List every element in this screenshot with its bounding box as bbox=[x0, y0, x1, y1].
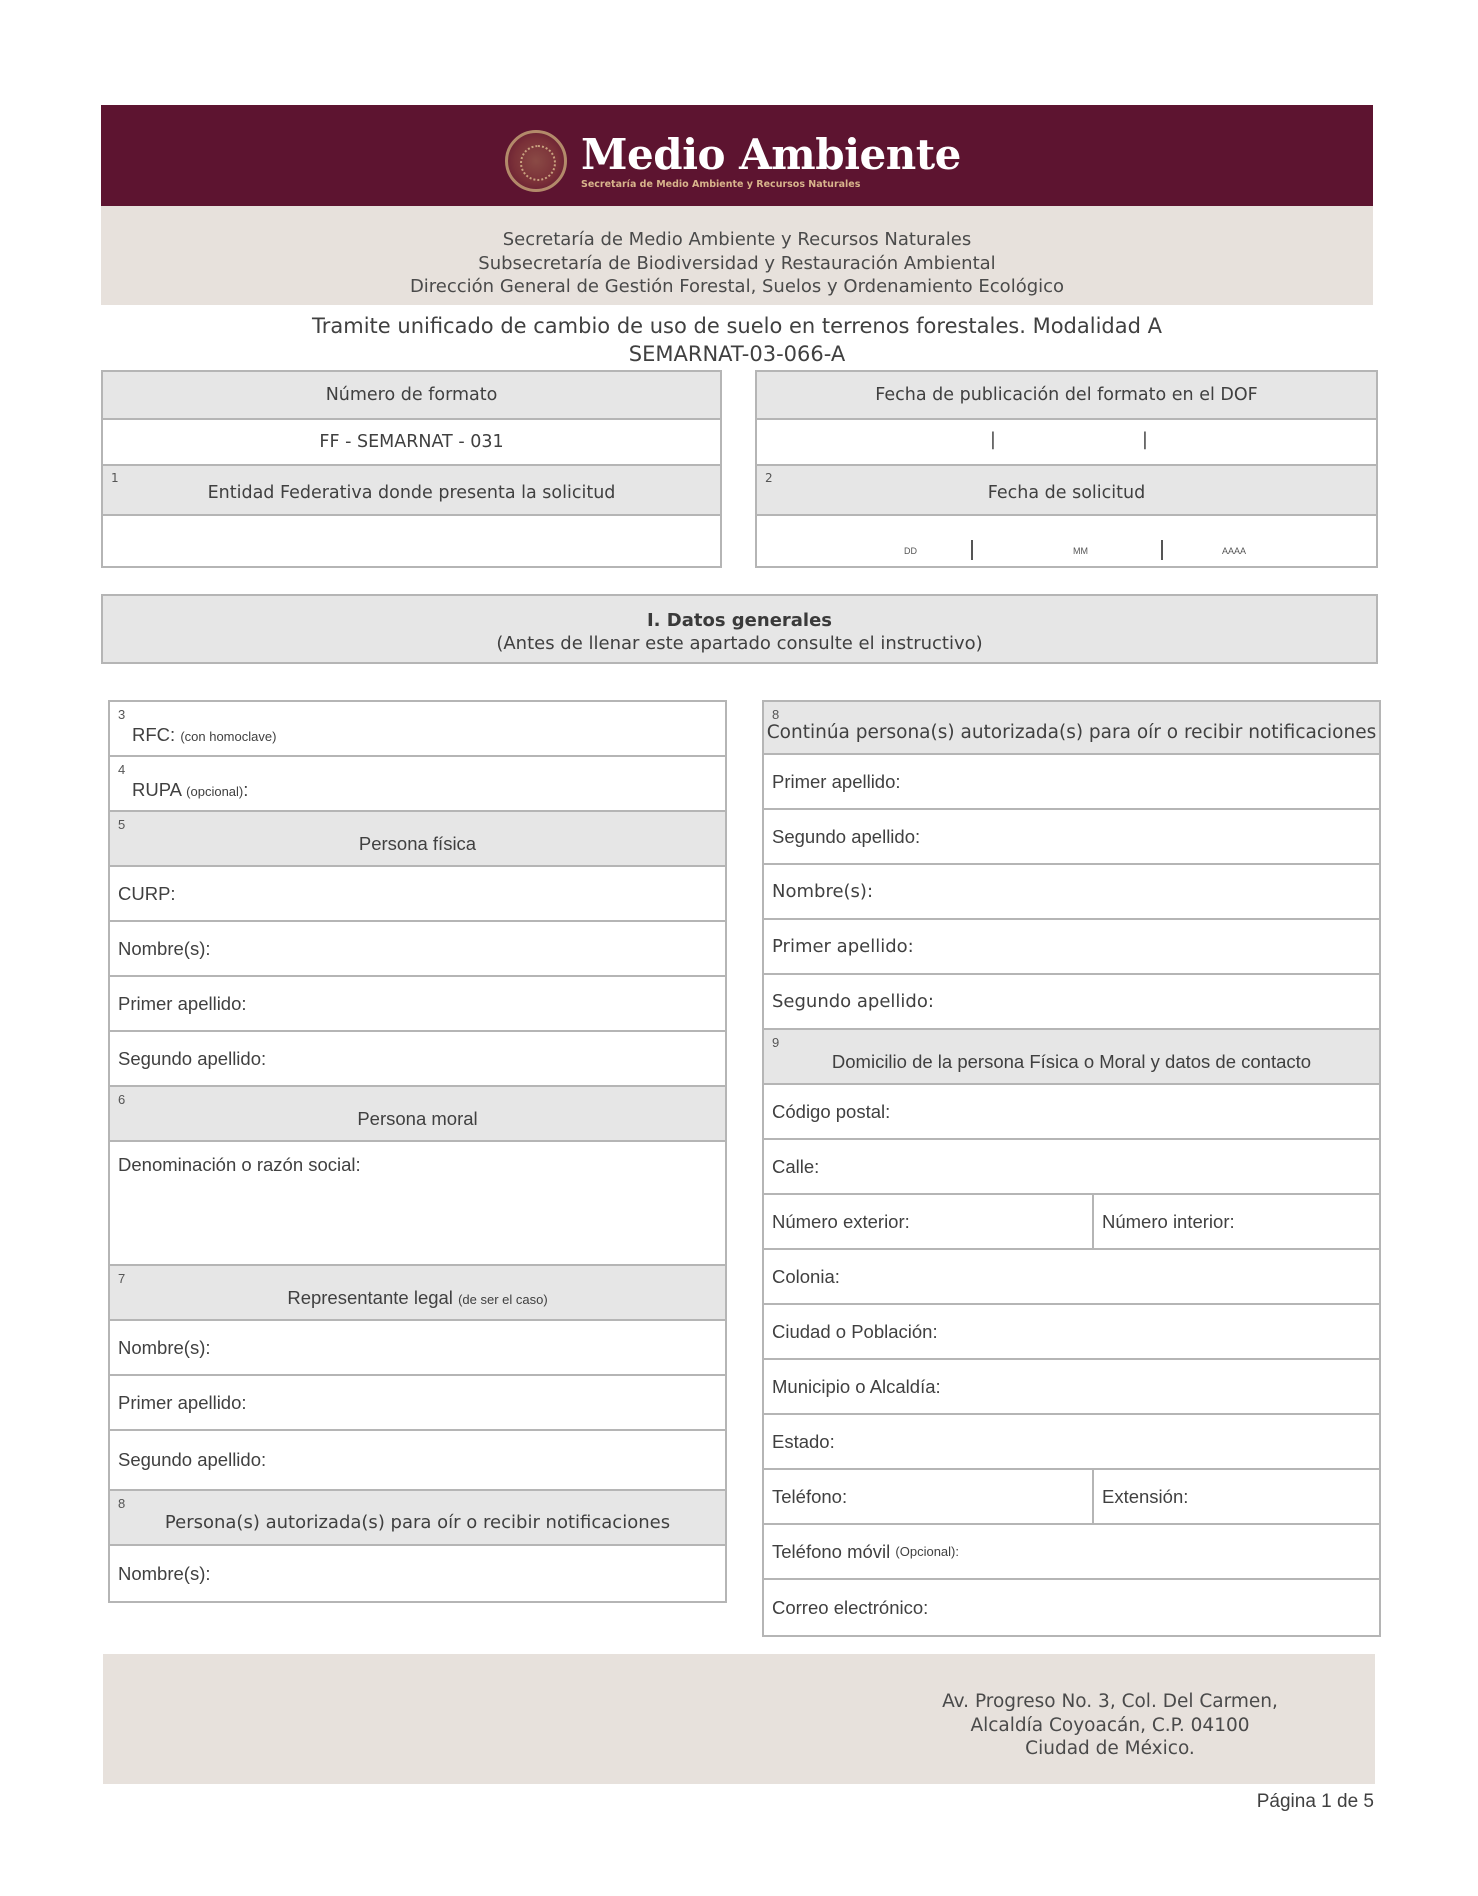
estado-field[interactable]: Estado: bbox=[764, 1415, 1379, 1470]
document-title-text: Tramite unificado de cambio de uso de suelo en terrenos forestales. Modalidad A bbox=[312, 314, 1162, 338]
razon-social-field[interactable]: Denominación o razón social: bbox=[110, 1142, 725, 1266]
date-separator: | bbox=[1142, 430, 1148, 450]
c-primer-apellido-field[interactable]: Primer apellido: bbox=[764, 755, 1379, 810]
rfc-field[interactable] bbox=[110, 702, 725, 757]
section-title: I. Datos generales bbox=[646, 610, 833, 631]
numero-row bbox=[764, 1195, 1379, 1250]
agency-line: Secretaría de Medio Ambiente y Recursos Naturales bbox=[502, 229, 972, 251]
pf-nombre-field[interactable]: Nombre(s): bbox=[110, 922, 725, 977]
field-number: 5 bbox=[118, 817, 126, 832]
field-number: 7 bbox=[118, 1271, 126, 1286]
rupa-field[interactable]: 4 RUPA (opcional): bbox=[110, 757, 725, 812]
rfc-label: RFC: bbox=[132, 723, 176, 745]
rupa-hint: (opcional) bbox=[186, 783, 244, 799]
field-number: 6 bbox=[118, 1092, 126, 1107]
rl-nombre-field[interactable]: Nombre(s): bbox=[110, 1321, 725, 1376]
date-separator: | bbox=[990, 430, 996, 450]
c-segundo-apellido-2-field[interactable]: Segundo apellido: bbox=[764, 975, 1379, 1030]
aut-nombre-field[interactable]: Nombre(s): bbox=[118, 1562, 211, 1584]
extension-field[interactable]: Extensión: bbox=[1102, 1485, 1189, 1507]
correo-field[interactable]: Correo electrónico: bbox=[772, 1596, 929, 1618]
telefono-row bbox=[764, 1470, 1379, 1525]
agency-line: Dirección General de Gestión Forestal, Suelos y Ordenamiento Ecológico bbox=[409, 276, 1065, 298]
persona-moral-header: 6 Persona moral bbox=[110, 1087, 725, 1142]
entity-input[interactable] bbox=[103, 516, 720, 566]
field-number: 8 bbox=[772, 707, 780, 722]
c-nombre-field[interactable]: Nombre(s): bbox=[764, 865, 1379, 920]
codigo-postal-field[interactable]: Código postal: bbox=[764, 1085, 1379, 1140]
persona-fisica-header: 5 Persona física bbox=[110, 812, 725, 867]
dof-date-header: Fecha de publicación del formato en el DOF bbox=[757, 372, 1376, 420]
month-label: MM bbox=[1073, 546, 1088, 556]
field-number: 9 bbox=[772, 1035, 780, 1050]
field-number: 8 bbox=[118, 1496, 126, 1511]
logo-subtitle: Secretaría de Medio Ambiente y Recursos Naturales bbox=[581, 178, 861, 190]
format-info-table bbox=[101, 370, 722, 568]
section-header bbox=[101, 594, 1378, 664]
c-segundo-apellido-field[interactable]: Segundo apellido: bbox=[764, 810, 1379, 865]
numero-interior-field[interactable]: Número interior: bbox=[1102, 1210, 1235, 1232]
agency-line: Subsecretaría de Biodiversidad y Restauración Ambiental bbox=[478, 252, 996, 274]
domicilio-header: 9 Domicilio de la persona Física o Moral y datos de contacto bbox=[764, 1030, 1379, 1085]
colonia-field[interactable]: Colonia: bbox=[764, 1250, 1379, 1305]
year-label: AAAA bbox=[1222, 546, 1247, 556]
rl-segundo-apellido-field[interactable]: Segundo apellido: bbox=[110, 1431, 725, 1491]
left-form-column bbox=[108, 700, 727, 1603]
logo bbox=[505, 128, 961, 194]
rupa-label: RUPA bbox=[132, 778, 182, 800]
representante-header: 7 Representante legal (de ser el caso) bbox=[110, 1266, 725, 1321]
day-label: DD bbox=[904, 546, 917, 556]
date-divider bbox=[1161, 540, 1163, 560]
format-number-value: FF - SEMARNAT - 031 bbox=[103, 420, 720, 466]
continua-header: 8 Continúa persona(s) autorizada(s) para oír o recibir notificaciones bbox=[764, 702, 1379, 755]
field-number: 4 bbox=[118, 762, 126, 777]
document-title bbox=[101, 312, 1373, 368]
date-divider bbox=[971, 540, 973, 560]
municipio-field[interactable]: Municipio o Alcaldía: bbox=[764, 1360, 1379, 1415]
field-number: 3 bbox=[118, 707, 126, 722]
c-primer-apellido-2-field[interactable]: Primer apellido: bbox=[764, 920, 1379, 975]
autorizadas-header: 8 Persona(s) autorizada(s) para oír o recibir notificaciones bbox=[110, 1491, 725, 1546]
page-number: Página 1 de 5 bbox=[1256, 1791, 1374, 1812]
right-form-column bbox=[762, 700, 1381, 1637]
logo-title: Medio Ambiente bbox=[581, 129, 961, 179]
curp-field[interactable]: CURP: bbox=[110, 867, 725, 922]
pf-segundo-apellido-field[interactable]: Segundo apellido: bbox=[110, 1032, 725, 1087]
dates-table bbox=[755, 370, 1378, 568]
footer-address bbox=[900, 1690, 1320, 1761]
calle-field[interactable]: Calle: bbox=[764, 1140, 1379, 1195]
telefono-movil-field[interactable]: Teléfono móvil (Opcional): bbox=[764, 1525, 1379, 1580]
section-note: (Antes de llenar este apartado consulte el instructivo) bbox=[496, 633, 983, 654]
address-line: Alcaldía Coyoacán, C.P. 04100 bbox=[970, 1714, 1250, 1736]
format-number-header: Número de formato bbox=[103, 372, 720, 420]
agency-lines bbox=[101, 206, 1373, 305]
rfc-hint: (con homoclave) bbox=[180, 728, 277, 744]
national-seal-icon bbox=[505, 130, 567, 192]
field-number: 1 bbox=[111, 471, 119, 485]
address-line: Ciudad de México. bbox=[1025, 1738, 1195, 1759]
field-number: 2 bbox=[765, 471, 773, 485]
telefono-field[interactable]: Teléfono: bbox=[764, 1470, 1094, 1523]
ciudad-field[interactable]: Ciudad o Población: bbox=[764, 1305, 1379, 1360]
rl-primer-apellido-field[interactable]: Primer apellido: bbox=[110, 1376, 725, 1431]
numero-exterior-field[interactable]: Número exterior: bbox=[764, 1195, 1094, 1248]
request-date-input[interactable] bbox=[757, 516, 1376, 566]
document-code: SEMARNAT-03-066-A bbox=[628, 342, 846, 366]
dof-date-value bbox=[757, 420, 1376, 466]
pf-primer-apellido-field[interactable]: Primer apellido: bbox=[110, 977, 725, 1032]
address-line: Av. Progreso No. 3, Col. Del Carmen, bbox=[942, 1691, 1278, 1712]
entity-header: 1 Entidad Federativa donde presenta la solicitud bbox=[103, 466, 720, 516]
request-date-header: 2 Fecha de solicitud bbox=[757, 466, 1376, 516]
